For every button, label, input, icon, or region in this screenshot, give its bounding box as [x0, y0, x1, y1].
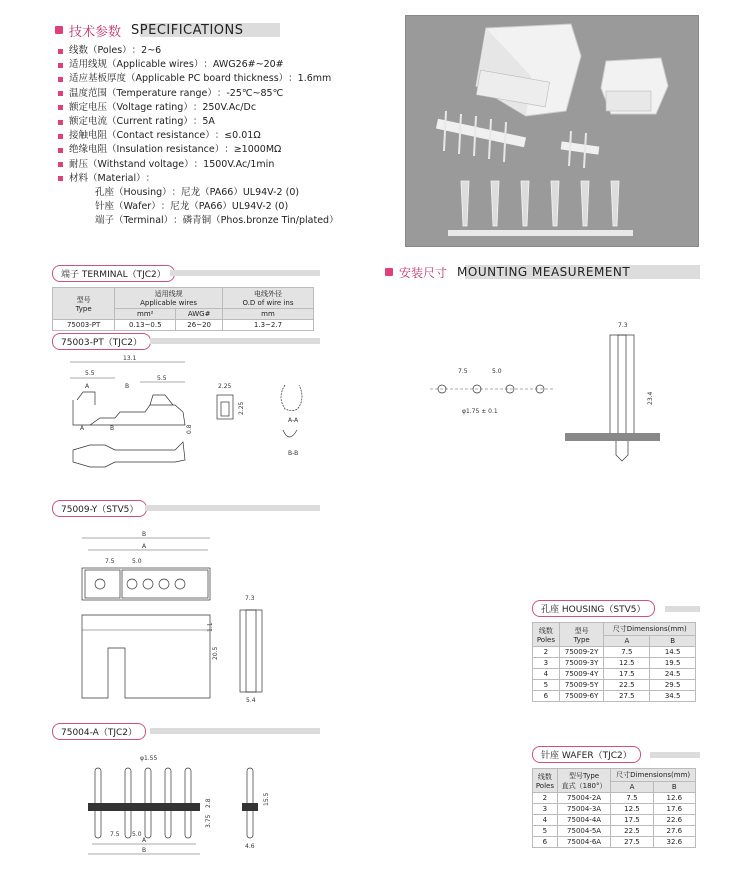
mount-title-cn: 安装尺寸 [399, 265, 448, 280]
product-photo [405, 15, 699, 247]
table-row: 4 75004-4A 17.5 22.6 [533, 815, 696, 826]
spec-item: 额定电流 （Current rating） ：5A [58, 115, 339, 129]
spec-item: 适用线规 （Applicable wires） ：AWG26#~20# [58, 58, 339, 72]
svg-text:4.6: 4.6 [245, 843, 255, 850]
table-row: 75003-PT 0.13~0.5 26~20 1.3~2.7 [53, 320, 314, 331]
wafer-drawing [70, 748, 290, 863]
bullet-icon [58, 148, 63, 153]
bullet-icon [58, 176, 63, 181]
svg-text:φ1.75 ± 0.1: φ1.75 ± 0.1 [462, 408, 498, 415]
svg-text:5.5: 5.5 [157, 375, 167, 382]
spec-item: 材料 （Material） ： [58, 172, 339, 186]
th-dim: 尺寸Dimensions(mm) [604, 623, 696, 636]
svg-text:B: B [125, 383, 130, 390]
wafer-table-title: 针座 WAFER（TJC2） [532, 746, 641, 763]
svg-text:13.1: 13.1 [123, 355, 137, 362]
th-wire: 适用线规 Applicable wires [115, 288, 223, 309]
table-row: 3 75009-3Y 12.5 19.5 [533, 658, 696, 669]
divider-band [150, 338, 320, 344]
th-poles: 线数 Poles [533, 623, 560, 647]
table-row: 6 75009-6Y 27.5 34.5 [533, 691, 696, 702]
terminal-drawing [55, 350, 325, 480]
table-row: 2 75004-2A 7.5 12.6 [533, 793, 696, 804]
material-item: 针座 （Wafer） ：尼龙（PA66）UL94V-2 (0) [95, 201, 289, 213]
spec-item: 线数 （Poles） ：2~6 [58, 44, 339, 58]
svg-text:23.4: 23.4 [647, 391, 654, 405]
divider-band [145, 505, 320, 511]
housing-table [532, 622, 696, 702]
th-awg: AWG# [176, 309, 223, 320]
th-model: 型号 Type [53, 288, 115, 320]
housing-drawing-title: 75009-Y（STV5） [52, 500, 147, 517]
th-mm2: mm² [115, 309, 176, 320]
svg-text:2.25: 2.25 [218, 383, 232, 390]
svg-text:2.25: 2.25 [238, 401, 245, 415]
divider-band [170, 270, 320, 276]
connector-photo-illustration [406, 16, 699, 247]
th-type: 型号Type 直式（180°） [557, 769, 610, 793]
th-dim: 尺寸Dimensions(mm) [611, 769, 696, 782]
svg-text:1.1: 1.1 [207, 622, 214, 632]
spec-header [55, 22, 250, 38]
th-b: B [650, 636, 696, 647]
svg-text:7.3: 7.3 [618, 322, 628, 329]
pink-square-icon [55, 26, 63, 34]
material-item: 端子 （Terminal） ：磷青铜（Phos.bronze Tin/plated） [95, 215, 339, 227]
bullet-icon [58, 49, 63, 54]
svg-text:20.5: 20.5 [212, 646, 219, 660]
svg-text:A: A [142, 543, 147, 550]
svg-text:φ1.55: φ1.55 [140, 755, 158, 762]
spec-item: 接触电阻 （Contact resistance） ：≤0.01Ω [58, 129, 339, 143]
svg-text:7.5: 7.5 [110, 831, 120, 838]
spec-title-en: SPECIFICATIONS [131, 22, 244, 38]
table-row: 4 75009-4Y 17.5 24.5 [533, 669, 696, 680]
divider-band [150, 728, 320, 734]
housing-drawing [70, 530, 290, 710]
material-item: 孔座 （Housing） ：尼龙（PA66）UL94V-2 (0) [95, 187, 300, 199]
bullet-icon [58, 63, 63, 68]
table-row: 5 75009-5Y 22.5 29.5 [533, 680, 696, 691]
table-row: 6 75004-6A 27.5 32.6 [533, 837, 696, 848]
svg-text:B: B [110, 425, 115, 432]
spec-item: 耐压 （Withstand voltage） ：1500V.Ac/1min [58, 158, 339, 172]
th-od: 电线外径 O.D of wire ins [222, 288, 313, 309]
table-row: 5 75004-5A 22.5 27.6 [533, 826, 696, 837]
table-row: 2 75009-2Y 7.5 14.5 [533, 647, 696, 658]
th-poles: 线数 Poles [533, 769, 558, 793]
th-b: B [653, 782, 695, 793]
svg-text:5.5: 5.5 [85, 370, 95, 377]
svg-text:5.0: 5.0 [132, 831, 142, 838]
svg-text:B: B [142, 847, 147, 854]
terminal-table-title: 端子 TERMINAL（TJC2） [52, 265, 175, 282]
svg-text:7.3: 7.3 [245, 595, 255, 602]
svg-text:B: B [142, 531, 147, 538]
th-a: A [604, 636, 650, 647]
housing-table-title: 孔座 HOUSING（STV5） [532, 600, 655, 617]
svg-text:5.4: 5.4 [246, 697, 256, 704]
spec-item: 适应基板厚度 （Applicable PC board thickness） ：1.6mm [58, 72, 339, 86]
svg-text:3.75: 3.75 [205, 814, 212, 828]
svg-text:7.5: 7.5 [458, 368, 468, 375]
bullet-icon [58, 105, 63, 110]
spec-list [58, 44, 339, 229]
bullet-icon [58, 120, 63, 125]
svg-text:A: A [80, 425, 85, 432]
svg-text:15.5: 15.5 [263, 792, 270, 806]
mount-header [385, 264, 636, 280]
bullet-icon [58, 91, 63, 96]
wafer-table [532, 768, 696, 848]
th-type: 型号 Type [559, 623, 604, 647]
svg-text:5.0: 5.0 [492, 368, 502, 375]
mount-title-en: MOUNTING MEASUREMENT [457, 265, 631, 279]
spec-item: 额定电压 （Voltage rating） ：250V.Ac/Dc [58, 101, 339, 115]
svg-text:A: A [85, 383, 90, 390]
svg-text:0.8: 0.8 [186, 424, 193, 434]
bullet-icon [58, 77, 63, 82]
svg-text:2.8: 2.8 [205, 798, 212, 808]
spec-title-cn: 技术参数 [69, 24, 122, 40]
spec-item: 温度范围 （Temperature range） ：-25℃~85℃ [58, 87, 339, 101]
svg-text:5.0: 5.0 [132, 558, 142, 565]
terminal-table [52, 287, 314, 331]
terminal-drawing-title: 75003-PT（TJC2） [52, 333, 151, 350]
divider-band [650, 752, 700, 758]
svg-text:7.5: 7.5 [105, 558, 115, 565]
pink-square-icon [385, 268, 393, 276]
bullet-icon [58, 162, 63, 167]
th-a: A [611, 782, 653, 793]
spec-item: 绝缘电阻 （Insulation resistance） ：≥1000MΩ [58, 143, 339, 157]
th-mm: mm [222, 309, 313, 320]
divider-band [665, 606, 700, 612]
bullet-icon [58, 134, 63, 139]
table-row: 3 75004-3A 12.5 17.6 [533, 804, 696, 815]
svg-text:B-B: B-B [288, 450, 299, 457]
svg-text:A: A [142, 837, 147, 844]
wafer-drawing-title: 75004-A（TJC2） [52, 723, 146, 740]
svg-text:A-A: A-A [288, 417, 299, 424]
mounting-drawing [420, 315, 660, 465]
